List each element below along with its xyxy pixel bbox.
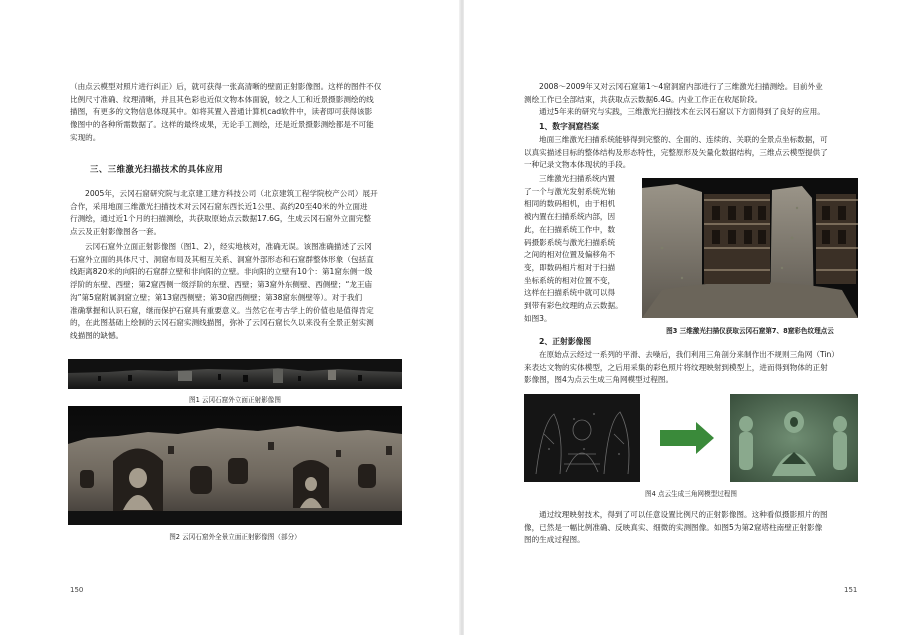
subsection-2-paragraph bbox=[524, 349, 858, 387]
section-heading: 三、三维激光扫描技术的具体应用 bbox=[90, 164, 224, 174]
text-line: 到带有彩色纹理的点云数据。 bbox=[524, 301, 623, 311]
intro-paragraph bbox=[70, 81, 402, 145]
text-line: 图的生成过程图。 bbox=[524, 535, 585, 545]
paragraph-1 bbox=[524, 81, 858, 119]
text-line: 2005年，云冈石窟研究院与北京建工建方科技公司（北京建筑工程学院校产公司）展开 bbox=[85, 189, 378, 198]
text-line: 比例尺寸准确、纹理清晰，并且其色彩也近似文物本体面貌，较之人工和近景摄影测绘的线 bbox=[70, 94, 374, 104]
figure-1-caption: 图1 云冈石窟外立面正射影像图 bbox=[188, 396, 281, 404]
text-line: 地面三维激光扫描系统能够得到完整的、全面的、连续的、关联的全景点坐标数据，可 bbox=[539, 135, 828, 144]
text-line: 线描图的缺憾。 bbox=[70, 330, 124, 340]
text-line: 实现的。 bbox=[70, 132, 101, 142]
text-line: 一种记录文物本体现状的手段。 bbox=[524, 160, 631, 170]
left-page bbox=[0, 0, 460, 635]
figure-3-color-point-cloud bbox=[642, 178, 858, 318]
right-page bbox=[464, 0, 924, 635]
figure-3-caption: 图3 三维激光扫描仪获取云冈石窟第7、8窟彩色纹理点云 bbox=[666, 327, 834, 335]
page-number: 151 bbox=[844, 586, 858, 594]
text-line: 如图3。 bbox=[524, 313, 552, 323]
text-line: （由点云模型对照片进行纠正）后，就可获得一张高清晰的壁面正射影像图。这样的图件不仅 bbox=[70, 82, 382, 91]
text-line: 了一个与激光发射系统光轴 bbox=[524, 186, 616, 196]
text-line: 坐标系统的相对位置不变， bbox=[524, 275, 616, 285]
text-line: 变，即数码相片相对于扫描 bbox=[524, 262, 616, 272]
text-line: 点云及正射影像图各一套。 bbox=[70, 227, 162, 237]
text-line: 沟”第5窟附属洞窟立壁；第13窟西侧壁；第30窟西侧壁；第38窟东侧壁等）。对于我们 bbox=[70, 292, 363, 302]
text-line: 通过5年来的研究与实践，三维激光扫描技术在云冈石窟以下方面得到了良好的应用。 bbox=[539, 107, 825, 117]
figure-4-point-cloud-to-mesh bbox=[524, 394, 858, 482]
text-line: 像图中的各种所需数据了。这样的最终成果，无论手工测绘，还是近景摄影测绘都是不可能 bbox=[70, 120, 374, 130]
text-line: 此，在扫描系统工作中，数 bbox=[524, 224, 616, 234]
text-line: 三维激光扫描系统内置 bbox=[539, 174, 615, 183]
text-line: 描图，有更多的文物信息体现其中。如将其置入普通计算机cad软件中，读者即可获得该影 bbox=[70, 107, 373, 117]
subsection-1-heading: 1、数字洞窟档案 bbox=[539, 122, 600, 131]
text-line: 准确掌握和认识石窟，继而保护石窟具有重要意义。当然它在考古学上的价值也是值得肯定 bbox=[70, 305, 374, 315]
text-line: 合作，采用地面三维激光扫描技术对云冈石窟东西长近1公里、高约20至40米的外立面进 bbox=[70, 201, 368, 211]
subsection-2-heading: 2、正射影像图 bbox=[539, 337, 592, 346]
figure-1-facade-orthophoto bbox=[68, 359, 402, 389]
text-line: 线距离820米的向阳的石窟群立壁和非向阳的立壁。非向阳的立壁有10个：第1窟东侧一级 bbox=[70, 267, 373, 277]
text-line: 在原始点云经过一系列的平滑、去噪后，我们利用三角剖分来制作出不规则三角网（Tin） bbox=[539, 350, 839, 359]
page-number: 150 bbox=[70, 586, 84, 594]
text-line: 云冈石窟外立面正射影像图（图1、2），经实地核对，准确无误。该图准确描述了云冈 bbox=[85, 242, 372, 251]
subsection-1-paragraph bbox=[524, 134, 858, 172]
text-line: 浮阶的东壁、西壁；第2窟西侧一级浮阶的东壁、西壁；第3窟外东侧壁、西侧壁；“龙王庙 bbox=[70, 280, 373, 290]
text-line: 相同的数码相机，由于相机 bbox=[524, 199, 616, 209]
text-line: 被内置在扫描系统内部，因 bbox=[524, 212, 616, 222]
text-line: 的，在此图基础上绘制的云冈石窟实测线描图，弥补了云冈石窟长久以来没有全景正射实测 bbox=[70, 318, 374, 328]
text-line: 石窟外立面的具体尺寸、洞窟布局及其相互关系、洞窟外部形态和石窟群整体形象（包括直 bbox=[70, 254, 374, 264]
text-line: 测绘工作已全部结束，共获取点云数据6.4G。内业工作正在收尾阶段。 bbox=[524, 94, 763, 104]
subsection-1-narrow-paragraph bbox=[524, 173, 636, 325]
text-line: 码摄影系统与激光扫描系统 bbox=[524, 237, 616, 247]
text-line: 影像图，图4为点云生成三角网模型过程图。 bbox=[524, 375, 674, 385]
text-line: 像，已然是一幅比例准确、反映真实、细微的实测图像。如图5为第2窟塔柱南壁正射影像 bbox=[524, 522, 823, 532]
text-line: 来表达文物的实体模型，之后用采集的彩色照片将纹理映射到模型上，进而得到物体的正射 bbox=[524, 362, 828, 372]
text-line: 这样在扫描系统中就可以得 bbox=[524, 288, 616, 298]
text-line: 以真实描述目标的整体结构及形态特性，完整原形及矢量化数据结构，三维点云模型提供了 bbox=[524, 147, 828, 157]
paragraph-1 bbox=[70, 188, 402, 239]
figure-2-caption: 图2 云冈石窟外全景立面正射影像图（部分） bbox=[169, 533, 301, 541]
arrow-right-icon bbox=[660, 422, 714, 454]
text-line: 行测绘，通过近1个月的扫描测绘，共获取原始点云数据17.6G，生成云冈石窟外立面完整 bbox=[70, 214, 371, 224]
text-line: 通过纹理映射技术，得到了可以任意设置比例尺的正射影像图。这种看似摄影照片的图 bbox=[539, 510, 828, 519]
text-line: 之间的相对位置及偏移角不 bbox=[524, 250, 616, 260]
text-line: 2008～2009年又对云冈石窟第1～4窟洞窟内部进行了三维激光扫描测绘。目前外业 bbox=[539, 82, 823, 91]
figure-2-panoramic-orthophoto bbox=[68, 406, 402, 525]
final-paragraph bbox=[524, 509, 858, 547]
paragraph-2 bbox=[70, 241, 402, 343]
figure-4-caption: 图4 点云生成三角网模型过程图 bbox=[644, 490, 737, 498]
